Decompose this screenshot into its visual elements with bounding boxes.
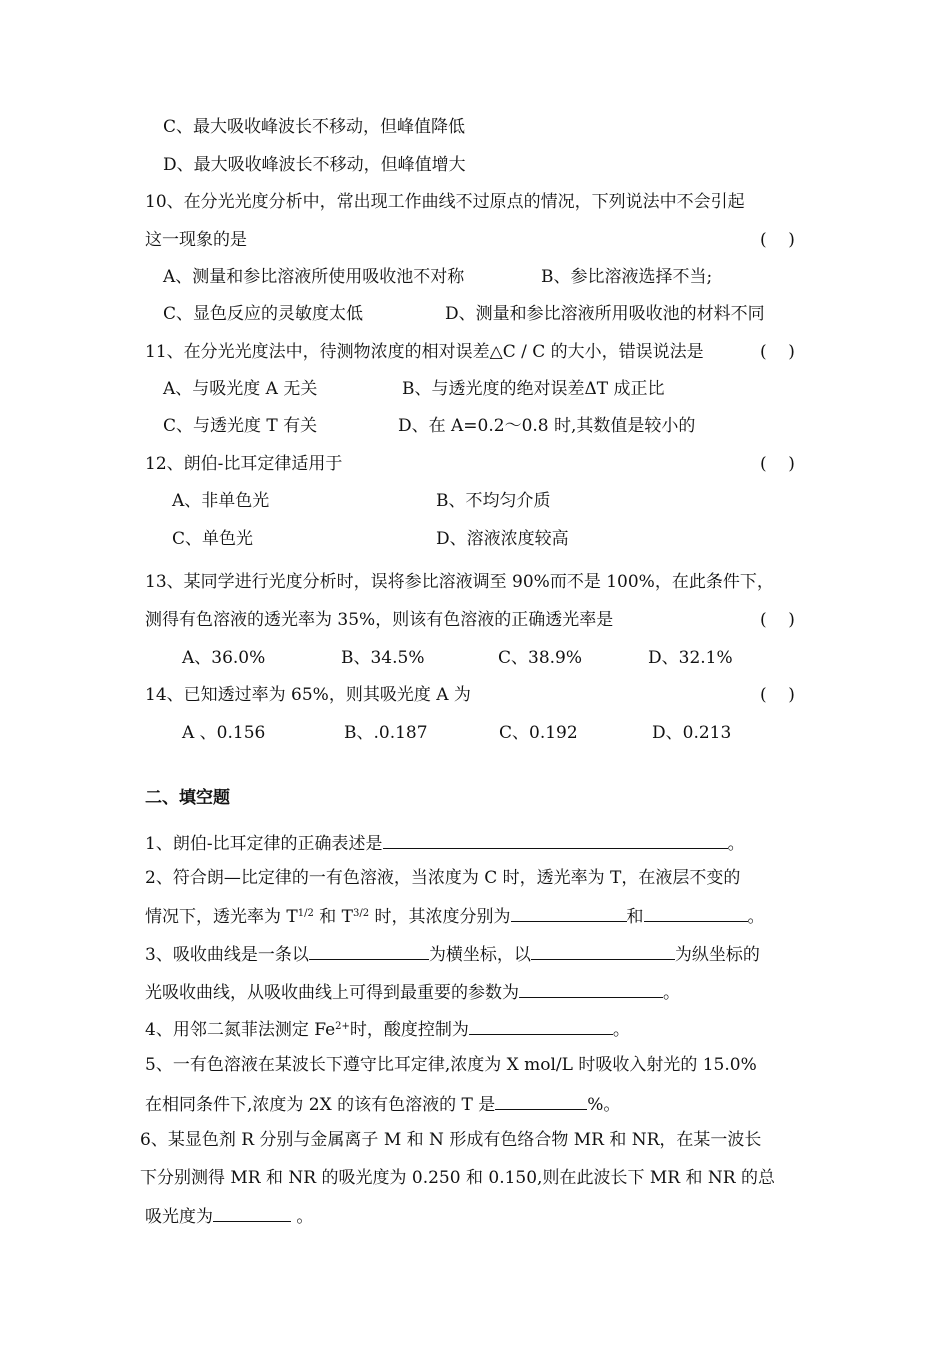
fill2-text-c: 时，其浓度分别为 <box>369 907 511 927</box>
fill3-end: 。 <box>663 983 680 1003</box>
q10-option-a: A、测量和参比溶液所使用吸收池不对称 <box>163 267 465 287</box>
q10-stem-line1: 10、在分光光度分析中，常出现工作曲线不过原点的情况，下列说法中不会引起 <box>145 192 745 212</box>
fill2-text-a: 情况下，透光率为 T <box>145 907 298 927</box>
q11-option-a: A、与吸光度 A 无关 <box>163 379 318 399</box>
fill2-blank-2 <box>644 903 748 922</box>
fill2-line1: 2、符合朗—比定律的一有色溶液，当浓度为 C 时，透光率为 T，在液层不变的 <box>145 868 741 888</box>
fill6-line3 <box>145 1203 313 1229</box>
fill1 <box>145 830 745 856</box>
fill3-text-a: 3、吸收曲线是一条以 <box>145 945 309 965</box>
q10-option-c: C、显色反应的灵敏度太低 <box>163 304 364 324</box>
q12-answer-paren: ( ) <box>760 454 795 474</box>
q11-answer-paren: ( ) <box>760 342 795 362</box>
q11-stem: 11、在分光光度法中，待测物浓度的相对误差△C / C 的大小，错误说法是 <box>145 342 704 362</box>
fill6-text-a: 吸光度为 <box>145 1207 213 1227</box>
fill2-end: 。 <box>747 907 765 927</box>
q14-option-a: A 、0.156 <box>182 723 266 743</box>
fill5-end: %。 <box>587 1095 621 1115</box>
fill2-sup-b: 3/2 <box>353 908 370 919</box>
fill6-end: 。 <box>291 1207 314 1227</box>
fill6-line2: 下分别测得 MR 和 NR 的吸光度为 0.250 和 0.150,则在此波长下 MR 和 NR 的总 <box>140 1168 775 1188</box>
fill3-blank-3 <box>519 979 663 998</box>
fill3-blank-2 <box>531 941 675 960</box>
q13-option-d: D、32.1% <box>648 648 733 668</box>
q12-option-b: B、不均匀介质 <box>436 491 551 511</box>
fill1-text: 1、朗伯-比耳定律的正确表述是 <box>145 834 383 854</box>
fill5-blank <box>495 1091 587 1110</box>
q12-stem: 12、朗伯-比耳定律适用于 <box>145 454 343 474</box>
fill5-text-a: 在相同条件下,浓度为 2X 的该有色溶液的 T 是 <box>145 1095 496 1115</box>
q14-option-b: B、.0.187 <box>344 723 428 743</box>
q12-option-a: A、非单色光 <box>172 491 270 511</box>
fill4-text-b: 时，酸度控制为 <box>349 1020 469 1040</box>
q13-answer-paren: ( ) <box>760 610 795 630</box>
fill4-end: 。 <box>612 1020 630 1040</box>
q13-option-c: C、38.9% <box>498 648 583 668</box>
q11-option-c: C、与透光度 T 有关 <box>163 416 318 436</box>
fill2-blank-1 <box>511 903 627 922</box>
q14-option-c: C、0.192 <box>499 723 578 743</box>
fill1-end: 。 <box>727 834 745 854</box>
fill3-blank-1 <box>309 941 429 960</box>
fill2-text-d: 和 <box>626 907 644 927</box>
q10-answer-paren: ( ) <box>760 230 795 250</box>
fill4-text-a: 4、用邻二氮菲法测定 Fe <box>145 1020 336 1040</box>
q11-option-d: D、在 A=0.2～0.8 时,其数值是较小的 <box>398 416 696 436</box>
fill2-line2 <box>145 903 765 929</box>
fill3-text-c: 为纵坐标的 <box>674 945 760 965</box>
fill3-text-b: 为横坐标，以 <box>428 945 531 965</box>
q11-option-b: B、与透光度的绝对误差ΔT 成正比 <box>402 379 665 399</box>
fill3-line2 <box>145 979 680 1005</box>
q10-option-b: B、参比溶液选择不当; <box>541 267 713 287</box>
q10-option-d: D、测量和参比溶液所用吸收池的材料不同 <box>445 304 765 324</box>
fill4-sup: 2+ <box>335 1021 350 1032</box>
q12-option-c: C、单色光 <box>172 529 254 549</box>
q13-stem-line1: 13、某同学进行光度分析时，误将参比溶液调至 90%而不是 100%，在此条件下， <box>145 572 774 592</box>
fill2-sup-a: 1/2 <box>297 908 314 919</box>
fill4 <box>145 1016 630 1042</box>
fill3-line1 <box>145 941 760 967</box>
fill1-blank <box>383 830 728 849</box>
fill6-blank <box>213 1203 291 1222</box>
q9-option-c: C、最大吸收峰波长不移动，但峰值降低 <box>163 117 466 137</box>
q13-option-a: A、36.0% <box>182 648 266 668</box>
q10-stem-line2: 这一现象的是 <box>145 230 247 250</box>
q13-option-b: B、34.5% <box>341 648 425 668</box>
q14-stem: 14、已知透过率为 65%，则其吸光度 A 为 <box>145 685 471 705</box>
fill2-text-b: 和 T <box>313 907 353 927</box>
q9-option-d: D、最大吸收峰波长不移动，但峰值增大 <box>163 155 466 175</box>
q14-answer-paren: ( ) <box>760 685 795 705</box>
section-heading-fill-in: 二、填空题 <box>145 788 230 808</box>
fill5-line1: 5、一有色溶液在某波长下遵守比耳定律,浓度为 X mol/L 时吸收入射光的 15.0% <box>145 1055 757 1075</box>
fill4-blank <box>469 1016 613 1035</box>
q14-option-d: D、0.213 <box>652 723 732 743</box>
fill3-text-d: 光吸收曲线，从吸收曲线上可得到最重要的参数为 <box>145 983 519 1003</box>
fill5-line2 <box>145 1091 620 1117</box>
fill6-line1: 6、某显色剂 R 分别与金属离子 M 和 N 形成有色络合物 MR 和 NR，在某一波长 <box>140 1130 762 1150</box>
q13-stem-line2: 测得有色溶液的透光率为 35%，则该有色溶液的正确透光率是 <box>145 610 614 630</box>
q12-option-d: D、溶液浓度较高 <box>436 529 569 549</box>
